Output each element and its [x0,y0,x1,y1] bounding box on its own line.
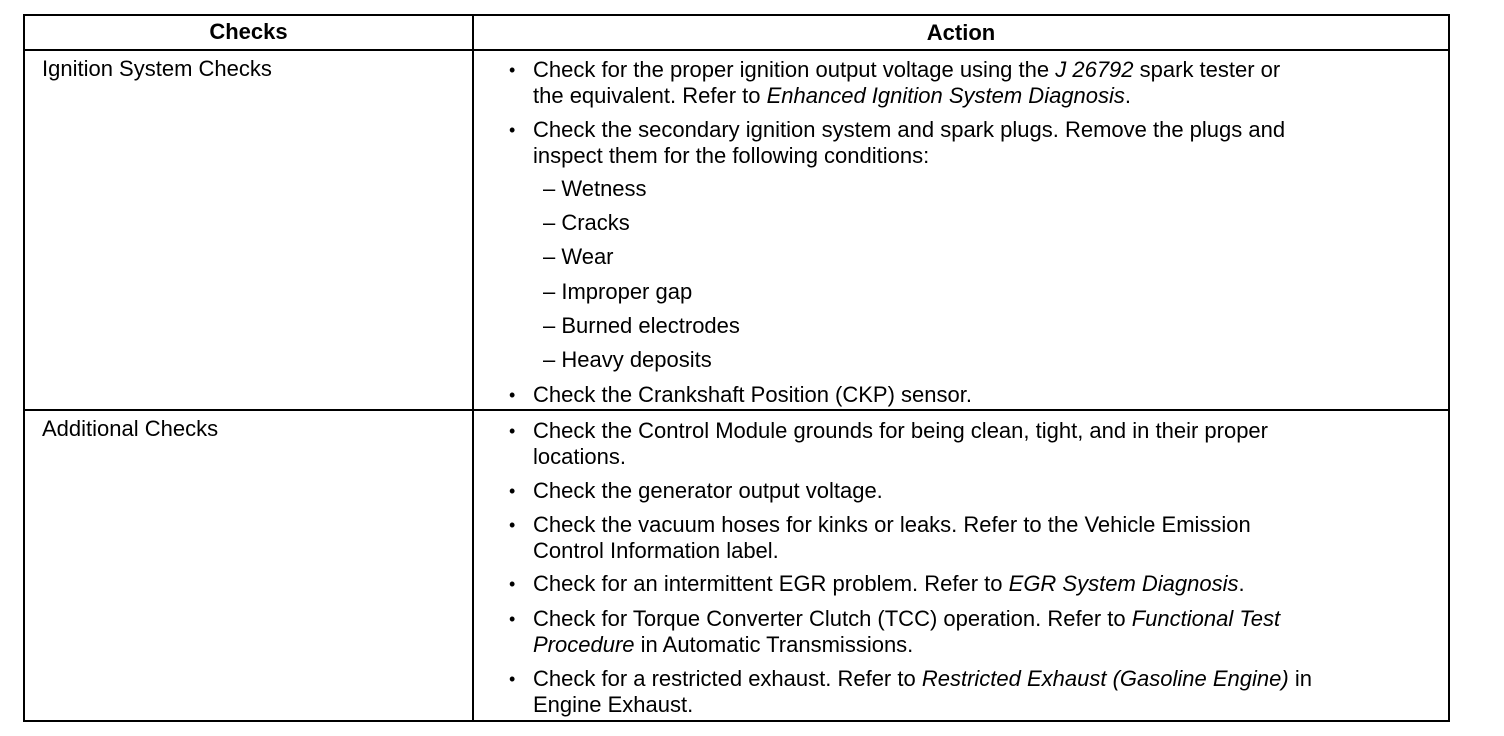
bullet-icon: • [509,669,516,689]
table-border-right [1448,14,1450,722]
condition-item: – Wear [543,244,614,269]
action-line: Procedure in Automatic Transmissions. [533,632,914,657]
condition-item: – Heavy deposits [543,347,712,372]
table-border-bottom [23,720,1450,722]
action-line: Check for the proper ignition output voltage using the J 26792 spark tester or [533,57,1281,82]
action-line: Check for an intermittent EGR problem. Refer to EGR System Diagnosis. [533,571,1245,596]
action-line: Check the generator output voltage. [533,478,883,503]
header-divider [23,49,1450,51]
column-divider [472,14,474,722]
action-line: Engine Exhaust. [533,692,694,717]
row-divider [23,409,1450,411]
action-line: the equivalent. Refer to Enhanced Ignition System Diagnosis. [533,83,1132,108]
action-line: inspect them for the following conditions: [533,143,930,168]
action-line: Check the vacuum hoses for kinks or leaks. Refer to the Vehicle Emission [533,512,1251,537]
action-line: Check for Torque Converter Clutch (TCC) operation. Refer to Functional Test [533,606,1281,631]
action-line: Check the Control Module grounds for being clean, tight, and in their proper [533,418,1268,443]
bullet-icon: • [509,481,516,501]
action-line: Check the secondary ignition system and spark plugs. Remove the plugs and [533,117,1286,142]
action-line: Check the Crankshaft Position (CKP) sensor. [533,382,972,407]
header-checks: Checks [209,19,288,44]
table-border-left [23,14,25,722]
check-label-additional: Additional Checks [42,416,219,441]
bullet-icon: • [509,120,516,140]
action-line: Control Information label. [533,538,779,563]
condition-item: – Cracks [543,210,630,235]
condition-item: – Wetness [543,176,647,201]
table-border-top [23,14,1450,16]
action-line: locations. [533,444,626,469]
bullet-icon: • [509,385,516,405]
bullet-icon: • [509,574,516,594]
condition-item: – Improper gap [543,279,693,304]
condition-item: – Burned electrodes [543,313,740,338]
action-line: Check for a restricted exhaust. Refer to Restricted Exhaust (Gasoline Engine) in [533,666,1312,691]
bullet-icon: • [509,609,516,629]
bullet-icon: • [509,60,516,80]
header-action: Action [926,20,996,45]
check-label-ignition: Ignition System Checks [42,56,272,81]
bullet-icon: • [509,421,516,441]
bullet-icon: • [509,515,516,535]
